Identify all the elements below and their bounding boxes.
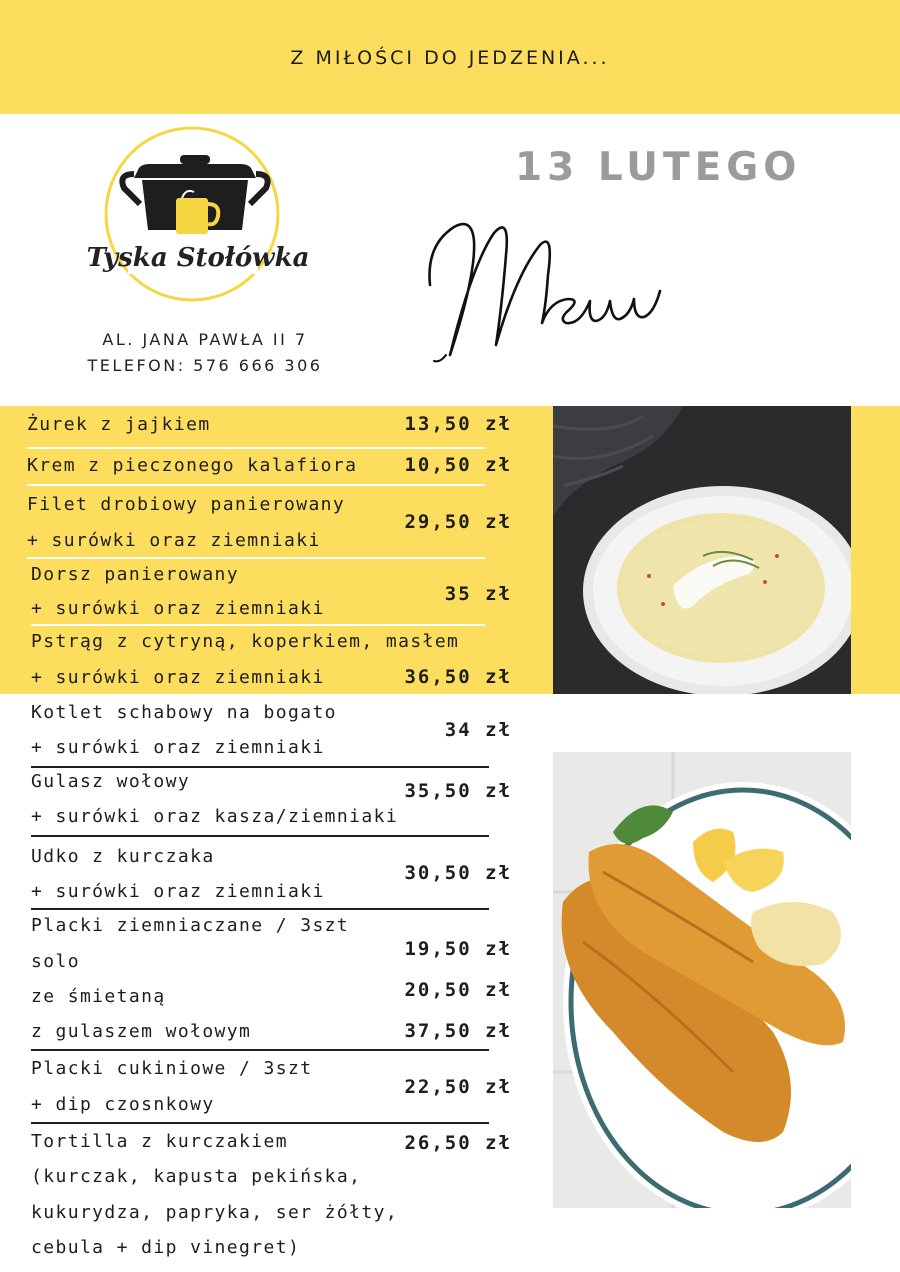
menu-item-side: + surówki oraz ziemniaki bbox=[31, 667, 325, 688]
menu-item-price: 35,50 zł bbox=[404, 780, 512, 802]
menu-item-description: kukurydza, papryka, ser żółty, bbox=[31, 1202, 399, 1223]
menu-item-price: 22,50 zł bbox=[404, 1076, 512, 1098]
divider bbox=[31, 908, 489, 910]
soup-photo bbox=[553, 406, 851, 694]
menu-item-price: 19,50 zł bbox=[404, 938, 512, 960]
menu-item-side: + surówki oraz kasza/ziemniaki bbox=[31, 806, 399, 827]
divider bbox=[31, 1049, 489, 1051]
menu-item-side: + surówki oraz ziemniaki bbox=[31, 737, 325, 758]
menu-title-script bbox=[420, 205, 680, 375]
menu-item-name: Żurek z jajkiem bbox=[27, 414, 211, 435]
menu-item-name: Dorsz panierowany bbox=[31, 564, 240, 585]
menu-item-variant: z gulaszem wołowym bbox=[31, 1021, 252, 1042]
menu-item-price: 30,50 zł bbox=[404, 862, 512, 884]
menu-item-name: Tortilla z kurczakiem bbox=[31, 1131, 288, 1152]
menu-item-side: + surówki oraz ziemniaki bbox=[27, 530, 321, 551]
restaurant-logo bbox=[80, 122, 300, 307]
menu-date: 13 LUTEGO bbox=[515, 145, 802, 190]
menu-item-price: 29,50 zł bbox=[404, 511, 512, 533]
menu-item-price: 26,50 zł bbox=[404, 1132, 512, 1154]
menu-item-price: 10,50 zł bbox=[404, 454, 512, 476]
divider bbox=[31, 766, 489, 768]
menu-item-description: cebula + dip vinegret) bbox=[31, 1237, 301, 1258]
menu-item-price: 34 zł bbox=[444, 719, 512, 741]
pot-icon bbox=[134, 164, 256, 178]
menu-item-name: Placki ziemniaczane / 3szt bbox=[31, 915, 350, 936]
menu-item-side: + surówki oraz ziemniaki bbox=[31, 598, 325, 619]
menu-item-price: 37,50 zł bbox=[404, 1020, 512, 1042]
menu-item-name: Kotlet schabowy na bogato bbox=[31, 702, 337, 723]
divider bbox=[31, 835, 489, 837]
fish-photo bbox=[553, 752, 851, 1208]
divider bbox=[27, 484, 485, 486]
divider bbox=[27, 447, 485, 449]
menu-item-name: Gulasz wołowy bbox=[31, 771, 191, 792]
menu-item-price: 13,50 zł bbox=[404, 413, 512, 435]
menu-item-side: + dip czosnkowy bbox=[31, 1094, 215, 1115]
brand-phone: TELEFON: 576 666 306 bbox=[87, 356, 323, 375]
brand-address: AL. JANA PAWŁA II 7 bbox=[102, 330, 308, 349]
menu-item-name: Krem z pieczonego kalafiora bbox=[27, 455, 358, 476]
menu-item-price: 36,50 zł bbox=[404, 666, 512, 688]
tagline: Z MIŁOŚCI DO JEDZENIA... bbox=[290, 47, 610, 69]
menu-item-name: Pstrąg z cytryną, koperkiem, masłem bbox=[31, 631, 460, 652]
menu-item-variant: ze śmietaną bbox=[31, 986, 166, 1007]
top-banner bbox=[0, 0, 900, 114]
cup-icon bbox=[176, 198, 208, 234]
menu-item-description: (kurczak, kapusta pekińska, bbox=[31, 1166, 362, 1187]
menu-item-name: Filet drobiowy panierowany bbox=[27, 494, 346, 515]
divider bbox=[31, 1122, 489, 1124]
divider bbox=[31, 624, 485, 626]
menu-item-price: 35 zł bbox=[444, 583, 512, 605]
menu-item-name: Udko z kurczaka bbox=[31, 846, 215, 867]
menu-item-name: Placki cukiniowe / 3szt bbox=[31, 1058, 313, 1079]
brand-name: Tyska Stołówka bbox=[86, 243, 310, 273]
menu-item-side: + surówki oraz ziemniaki bbox=[31, 881, 325, 902]
menu-item-price: 20,50 zł bbox=[404, 979, 512, 1001]
menu-item-variant: solo bbox=[31, 951, 80, 972]
divider bbox=[27, 557, 485, 559]
